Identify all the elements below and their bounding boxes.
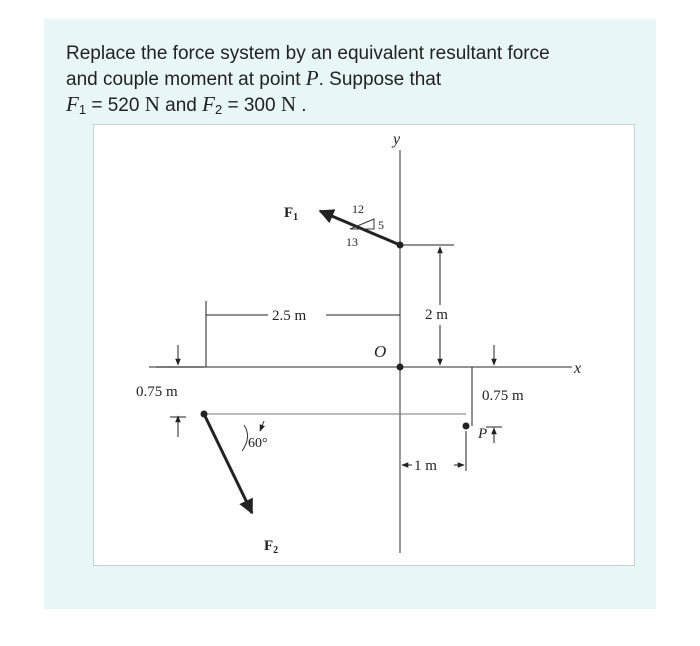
f1-subscript: 1 (78, 102, 87, 117)
slope-vertical-label: 5 (378, 218, 384, 232)
problem-statement (66, 42, 666, 122)
slope-horizontal-label: 12 (352, 202, 364, 216)
point-p-marker (463, 423, 470, 430)
f1-arrow (320, 211, 400, 245)
and-text: and (159, 95, 203, 116)
slope-hypotenuse-label: 13 (346, 235, 358, 249)
f2-unit: N (280, 92, 297, 116)
angle-label: 60° (248, 436, 268, 451)
dim-075-left-label: 0.75 m (136, 384, 178, 400)
x-axis-label: x (574, 360, 582, 377)
angle-arc (242, 425, 248, 451)
dim-1m-label: 1 m (414, 458, 437, 474)
f1-unit: N (144, 92, 160, 116)
point-p-symbol: P (305, 66, 319, 90)
f2-arrow (204, 414, 252, 513)
problem-line-3 (66, 92, 666, 122)
point-p-label: P (478, 426, 488, 442)
end-period: . (296, 95, 307, 116)
dim-2-5m-label: 2.5 m (272, 308, 307, 324)
dim-2m-label: 2 m (425, 307, 448, 323)
angle-arrow (260, 421, 264, 431)
force-diagram (93, 124, 635, 566)
f1-label: $F_1$ (284, 205, 299, 223)
line2-end: . Suppose that (318, 69, 442, 90)
problem-line-2 (66, 66, 666, 92)
f2-label: $F_2$ (264, 538, 279, 556)
force-diagram-svg (94, 125, 634, 565)
origin-point (397, 364, 404, 371)
f2-symbol: F (202, 92, 215, 116)
f1-value: = 520 (86, 95, 145, 116)
dim-075-right-label: 0.75 m (482, 388, 524, 404)
f1-symbol: F (66, 92, 79, 116)
f2-subscript: 2 (214, 102, 223, 117)
origin-label: O (374, 342, 387, 361)
problem-line-1: Replace the force system by an equivalent resultant force (66, 43, 550, 64)
line2-text: and couple moment at point (66, 69, 306, 90)
y-axis-label: y (393, 131, 401, 148)
f2-value: = 300 (222, 95, 281, 116)
